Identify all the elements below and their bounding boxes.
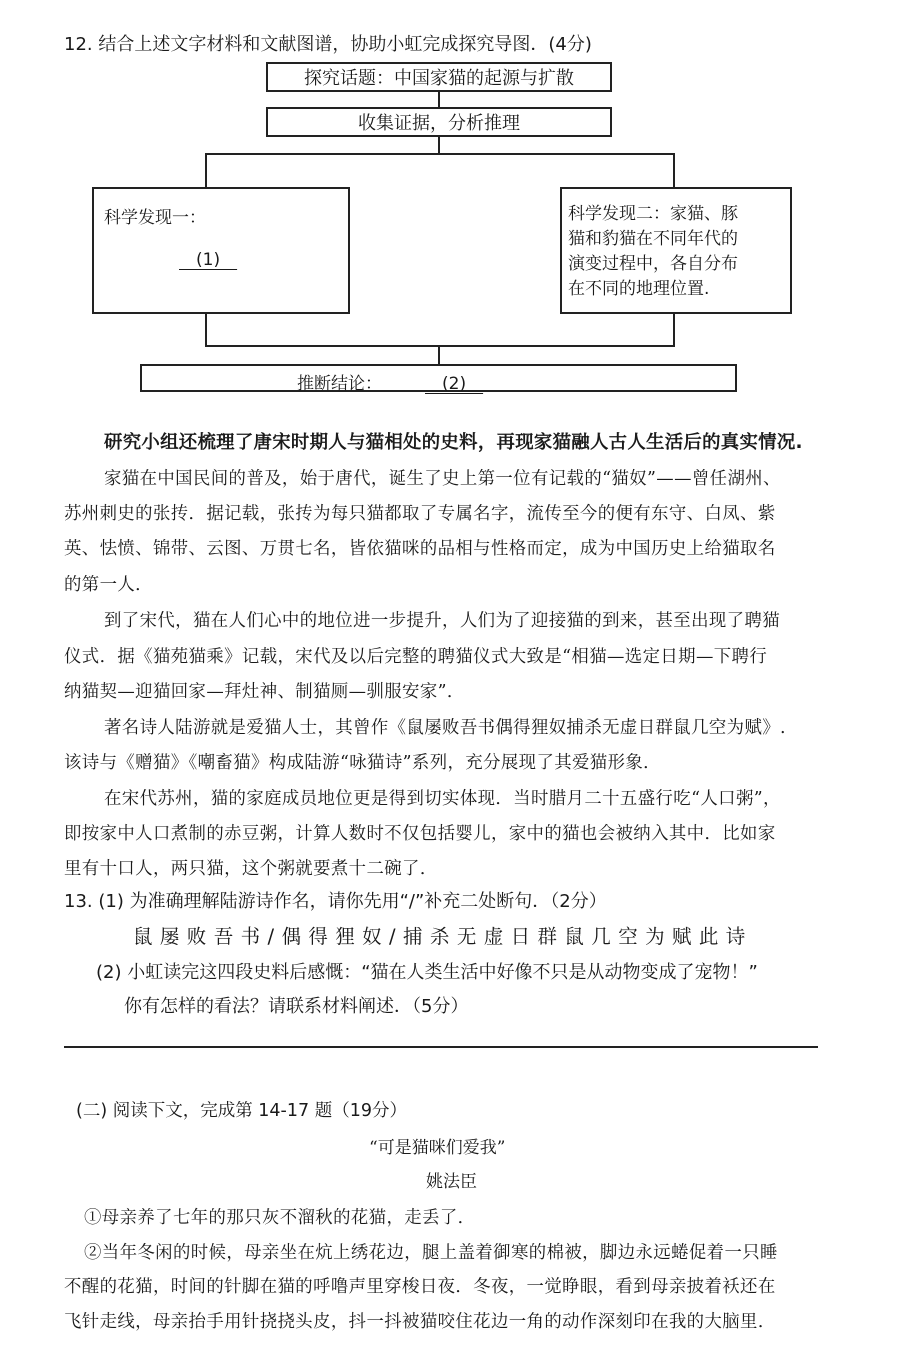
conclusion-blank: (2) xyxy=(425,374,484,394)
essay-line: ①母亲养了七年的那只灰不溜秋的花猫，走丢了． xyxy=(84,1208,476,1228)
passage-line: 纳猫契—迎猫回家—拜灶神、制猫厕—驯服安家”． xyxy=(64,682,465,702)
connector-line xyxy=(673,314,675,347)
finding-two-line: 科学发现二：家猫、豚 xyxy=(568,204,738,224)
passage-line: 的第一人． xyxy=(64,575,153,595)
connector-line xyxy=(673,153,675,188)
q13-part2: (2) 小虹读完这四段史料后感慨：“猫在人类生活中好像不只是从动物变成了宠物！” xyxy=(96,962,758,983)
essay-line: 飞针走线，母亲抬手用针挠挠头皮，抖一抖被猫咬住花边一角的动作深刻印在我的大脑里． xyxy=(64,1312,776,1332)
answer-line xyxy=(64,1046,818,1048)
passage-line: 家猫在中国民间的普及，始于唐代，诞生了史上第一位有记载的“猫奴”——曾任湖州、 xyxy=(104,469,781,489)
essay-line: 不醒的花猫，时间的针脚在猫的呼噜声里穿梭日夜．冬夜，一觉睁眼，看到母亲披着袄还在 xyxy=(64,1277,776,1297)
finding-two-line: 演变过程中，各自分布 xyxy=(568,254,738,274)
essay-line: ②当年冬闲的时候，母亲坐在炕上绣花边，腿上盖着御寒的棉被，脚边永远蜷促着一只睡 xyxy=(84,1243,778,1263)
topic-text: 探究话题：中国家猫的起源与扩散 xyxy=(304,68,574,89)
finding-two-box xyxy=(560,187,792,314)
essay-author: 姚法臣 xyxy=(426,1172,477,1192)
passage-line: 在宋代苏州，猫的家庭成员地位更是得到切实体现．当时腊月二十五盛行吃“人口粥”， xyxy=(104,789,781,809)
connector-line xyxy=(205,345,675,347)
finding-one-blank: (1) xyxy=(179,250,238,270)
collect-text: 收集证据，分析推理 xyxy=(358,113,520,134)
passage-line: 英、怯愤、锦带、云图、万贯七名，皆依猫咪的品相与性格而定，成为中国历史上给猫取名 xyxy=(64,539,776,559)
finding-one-label: 科学发现一： xyxy=(104,208,206,228)
passage-line: 该诗与《赠猫》《嘲畜猫》构成陆游“咏猫诗”系列，充分展现了其爱猫形象． xyxy=(64,753,661,773)
poem-title-sentence: 鼠 屡 败 吾 书 / 偶 得 狸 奴 / 捕 杀 无 虚 日 群 鼠 几 空 为 赋 此 诗 xyxy=(133,925,746,948)
finding-two-line: 猫和豹猫在不同年代的 xyxy=(568,229,738,249)
q13-part1: 13. (1) 为准确理解陆游诗作名，请你先用“/”补充二处断句．（2分） xyxy=(64,891,607,912)
passage-line: 即按家中人口煮制的赤豆粥，计算人数时不仅包括婴儿，家中的猫也会被纳入其中．比如家 xyxy=(64,824,776,844)
connector-line xyxy=(205,153,675,155)
finding-two-line: 在不同的地理位置. xyxy=(568,279,710,299)
passage-line: 里有十口人，两只猫，这个粥就要煮十二碗了． xyxy=(64,859,438,879)
passage-line: 苏州刺史的张抟．据记载，张抟为每只猫都取了专属名字，流传至今的便有东守、白凤、紫 xyxy=(64,504,776,524)
conclusion-label: 推断结论： xyxy=(297,374,382,394)
q13-part2-cont: 你有怎样的看法？请联系材料阐述．（5分） xyxy=(124,996,469,1017)
section-heading: (二) 阅读下文，完成第 14-17 题（19分） xyxy=(76,1101,407,1121)
connector-line xyxy=(205,153,207,188)
connector-line xyxy=(205,314,207,347)
connector-line xyxy=(438,137,440,154)
passage-line: 到了宋代，猫在人们心中的地位进一步提升，人们为了迎接猫的到来，甚至出现了聘猫 xyxy=(104,611,781,631)
essay-title: “可是猫咪们爱我” xyxy=(369,1138,506,1158)
material-intro: 研究小组还梳理了唐宋时期人与猫相处的史料，再现家猫融人古人生活后的真实情况. xyxy=(104,432,803,453)
topic-box xyxy=(266,62,612,92)
collect-box xyxy=(266,107,612,137)
conclusion-box xyxy=(140,364,737,392)
connector-line xyxy=(438,345,440,365)
passage-line: 著名诗人陆游就是爱猫人士，其曾作《鼠屡败吾书偶得狸奴捕杀无虚日群鼠几空为赋》. xyxy=(104,718,786,738)
finding-one-box xyxy=(92,187,350,314)
passage-line: 仪式．据《猫苑猫乘》记载，宋代及以后完整的聘猫仪式大致是“相猫—选定日期—下聘行 xyxy=(64,647,768,667)
connector-line xyxy=(438,92,440,108)
q12-title: 12. 结合上述文字材料和文献图谱，协助小虹完成探究导图．(4分) xyxy=(64,34,592,55)
